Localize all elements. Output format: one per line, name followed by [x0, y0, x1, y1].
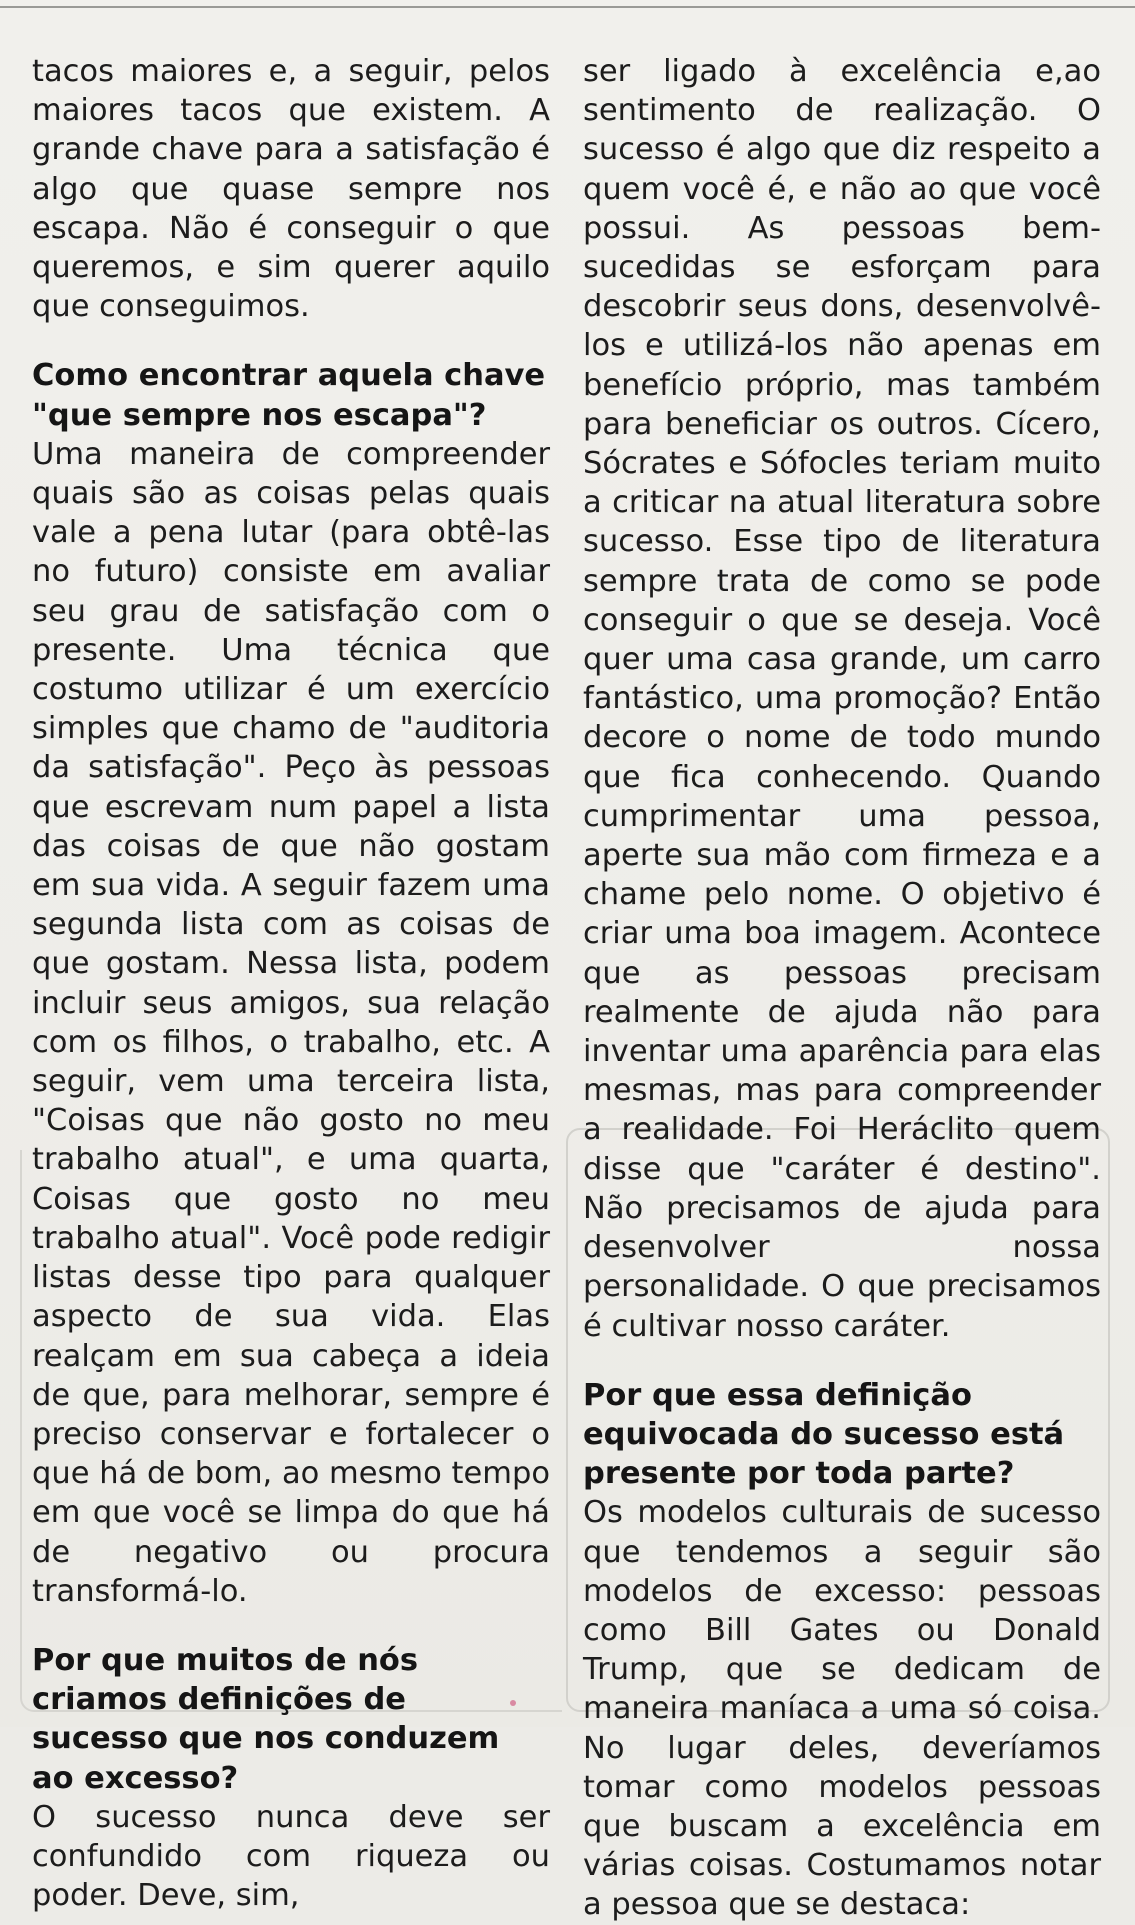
paragraph: ser ligado à excelência e,ao sentimento de realização. O sucesso é algo que diz respeito a quem você é, e não ao que você possui. As pessoas bem-sucedidas se esforçam para descobrir seus dons, desenvolvê-los e utilizá-los não apenas em benefício próprio, mas também para beneficiar os outros. Cícero, Sócrates e Sófocles teriam muito a criticar na atual literatura sobre sucesso. Esse tipo de literatura sempre trata de como se pode conseguir o que se deseja. Você quer uma casa grande, um carro fantástico, uma promoção? Então decore o nome de todo mundo que fica conhecendo. Quando cumprimentar uma pessoa, aperte sua mão com firmeza e a chame pelo nome. O objetivo é criar uma boa imagem. Acontece que as pessoas precisam realmente de ajuda não para inventar uma aparência para elas mesmas, mas para compreender a realidade. Foi Heráclito quem disse que "caráter é destino". Não precisamos de ajuda para desenvolver nossa personalidade. O que precisamos é cultivar nosso caráter.	[583, 54, 1101, 1344]
paragraph: tacos maiores e, a seguir, pelos maiores tacos que existem. A grande chave para a satisfação é algo que quase sempre nos escapa. Não é conseguir o que queremos, e sim querer aquilo que conseguimos.	[32, 54, 550, 325]
ink-dot	[510, 1700, 516, 1706]
left-column	[32, 52, 550, 1915]
paragraph: O sucesso nunca deve ser confundido com riqueza ou poder. Deve, sim,	[32, 1799, 550, 1914]
section-heading: Como encontrar aquela chave "que sempre nos escapa"?	[32, 358, 546, 433]
paragraph: Uma maneira de compreender quais são as coisas pelas quais vale a pena lutar (para obtê-las no futuro) consiste em avaliar seu grau de satisfação com o presente. Uma técnica que costumo utilizar é um exercício simples que chamo de "auditoria da satisfação". Peço às pessoas que escrevam num papel a lista das coisas de que não gostam em sua vida. A seguir fazem uma segunda lista com as coisas de que gostam. Nessa lista, podem incluir seus amigos, sua relação com os filhos, o trabalho, etc. A seguir, vem uma terceira lista, "Coisas que não gosto no meu trabalho atual", e uma quarta, Coisas que gosto no meu trabalho atual". Você pode redigir listas desse tipo para qualquer aspecto de sua vida. Elas realçam em sua cabeça a ideia de que, para melhorar, sempre é preciso conservar e fortalecer o que há de bom, ao mesmo tempo em que você se limpa do que há de negativo ou procura transformá-lo.	[32, 436, 550, 1609]
section-heading: Por que essa definição equivocada do sucesso está presente por toda parte?	[583, 1377, 1065, 1492]
top-rule	[0, 6, 1135, 8]
section-heading: Por que muitos de nós criamos definições de sucesso que nos conduzem ao excesso?	[32, 1642, 500, 1796]
paragraph: Os modelos culturais de sucesso que tendemos a seguir são modelos de excesso: pessoas como Bill Gates ou Donald Trump, que se dedicam de maneira maníaca a uma só coisa. No lugar deles, deveríamos tomar como modelos pessoas que buscam a excelência em várias coisas. Costumamos notar a pessoa que se destaca:	[583, 1495, 1101, 1923]
right-column	[583, 52, 1101, 1925]
